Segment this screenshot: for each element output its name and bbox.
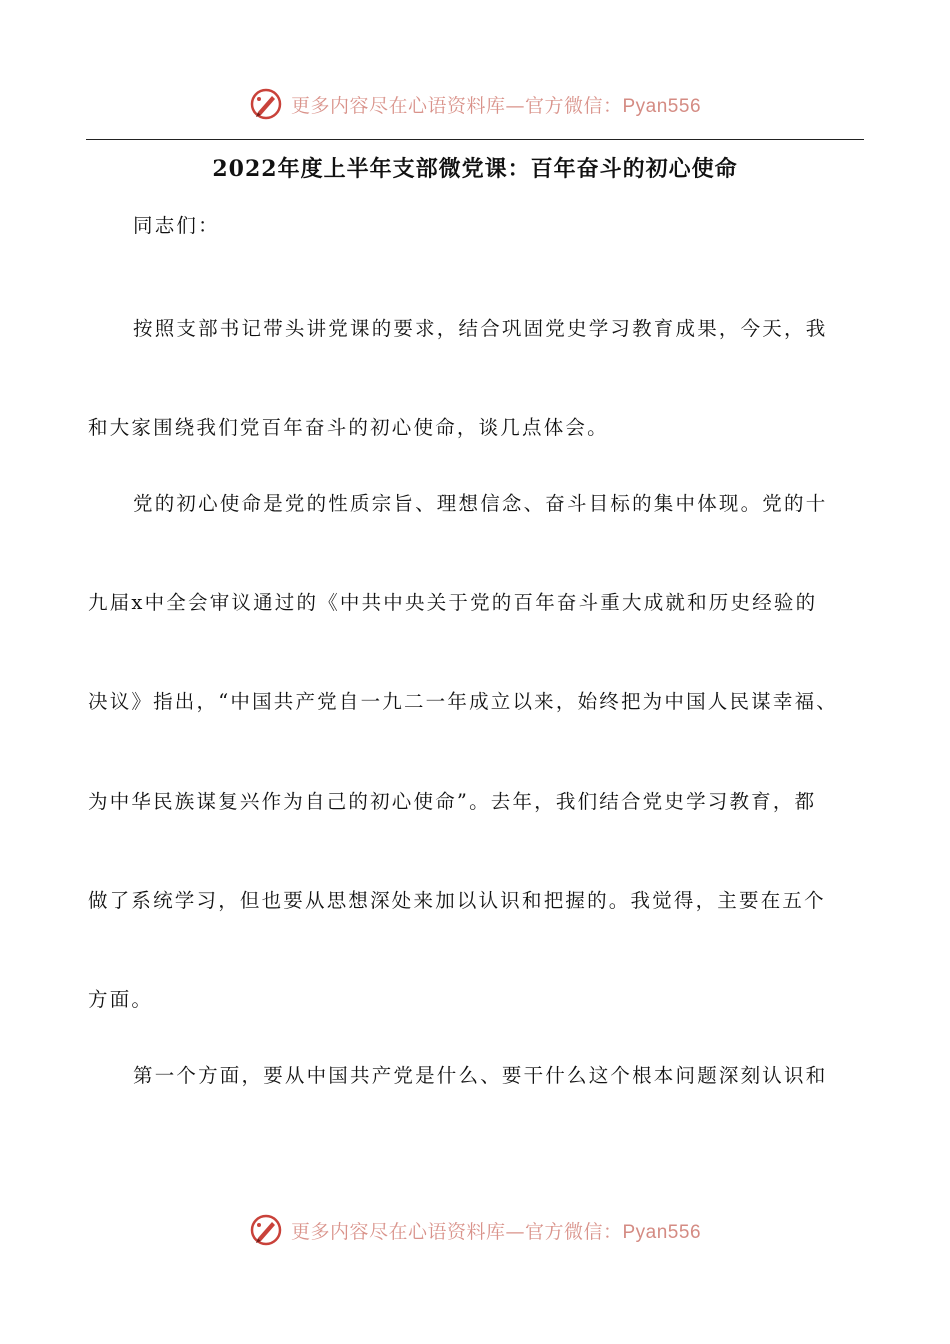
paragraph-line: 为中华民族谋复兴作为自己的初心使命”。去年，我们结合党史学习教育，都 xyxy=(88,790,817,813)
paragraph-line: 决议》指出，“中国共产党自一九二一年成立以来，始终把为中国人民谋幸福、 xyxy=(88,690,838,713)
footer-wechat-id: Pyan556 xyxy=(622,1221,702,1243)
paragraph-line: 按照支部书记带头讲党课的要求，结合巩固党史学习教育成果，今天，我 xyxy=(133,317,828,340)
header-separator: — xyxy=(505,94,525,117)
header-banner-text xyxy=(291,91,701,118)
header-brand-text: 更多内容尽在心语资料库 xyxy=(290,94,506,117)
footer-banner-text xyxy=(291,1217,701,1244)
paragraph-line: 九届x中全会审议通过的《中共中央关于党的百年奋斗重大成就和历史经验的 xyxy=(88,591,818,614)
header-wechat-label: 官方微信： xyxy=(524,94,623,117)
footer-separator: — xyxy=(505,1220,525,1243)
footer-banner xyxy=(0,1210,950,1250)
document-title: 2022年度上半年支部微党课：百年奋斗的初心使命 xyxy=(212,156,738,182)
header-banner xyxy=(0,84,950,124)
paragraph-line: 方面。 xyxy=(88,988,154,1011)
paragraph-line: 党的初心使命是党的性质宗旨、理想信念、奋斗目标的集中体现。党的十 xyxy=(133,492,828,515)
paragraph-line: 和大家围绕我们党百年奋斗的初心使命，谈几点体会。 xyxy=(88,416,609,439)
footer-brand-text: 更多内容尽在心语资料库 xyxy=(290,1220,506,1243)
footer-wechat-label: 官方微信： xyxy=(524,1220,623,1243)
pen-logo-icon xyxy=(249,1213,283,1247)
paragraph-line: 同志们： xyxy=(133,214,220,237)
paragraph-line: 第一个方面，要从中国共产党是什么、要干什么这个根本问题深刻认识和 xyxy=(133,1064,828,1087)
header-divider xyxy=(86,139,864,140)
pen-logo-icon xyxy=(249,87,283,121)
header-wechat-id: Pyan556 xyxy=(622,95,702,117)
paragraph-line: 做了系统学习，但也要从思想深处来加以认识和把握的。我觉得，主要在五个 xyxy=(88,889,826,912)
